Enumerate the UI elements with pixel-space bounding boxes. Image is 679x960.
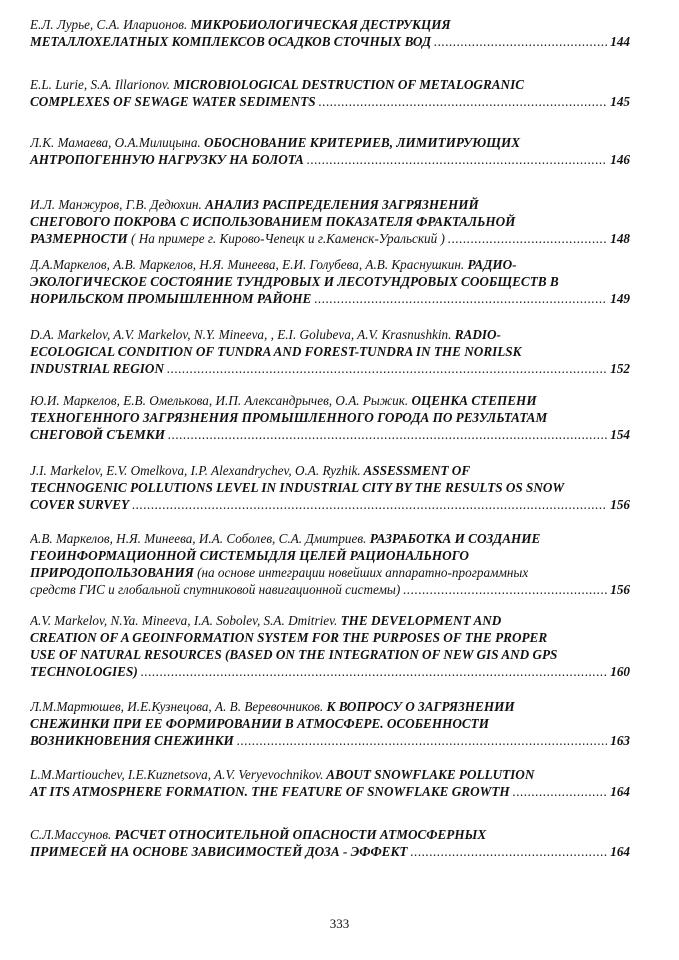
toc-entry-line bbox=[30, 826, 630, 843]
toc-entry-line bbox=[30, 392, 630, 409]
toc-entry-title: СНЕЖИНКИ ПРИ ЕЕ ФОРМИРОВАНИИ В АТМОСФЕРЕ. ОСОБЕННОСТИ bbox=[30, 716, 489, 731]
toc-entry-line bbox=[30, 766, 630, 783]
toc-entry-page-number: 148 bbox=[610, 231, 630, 246]
toc-entry-text bbox=[30, 716, 489, 731]
toc-entry-text bbox=[30, 548, 469, 563]
toc-entry-text bbox=[30, 360, 164, 377]
toc-entry-line bbox=[30, 581, 630, 598]
toc-entry-authors: Д.А.Маркелов, А.В. Маркелов, Н.Я. Минеева, Е.И. Голубева, А.В. Краснушкин. bbox=[30, 257, 465, 272]
toc-entry bbox=[30, 326, 630, 377]
toc-entry-text bbox=[30, 93, 316, 110]
toc-entry-authors: И.Л. Манжуров, Г.В. Дедюхин. bbox=[30, 197, 202, 212]
toc-entry-title: COMPLEXES OF SEWAGE WATER SEDIMENTS bbox=[30, 94, 316, 109]
toc-entry-line bbox=[30, 564, 630, 581]
toc-entry-text bbox=[30, 77, 524, 92]
toc-entry-text bbox=[30, 257, 517, 272]
toc-entry bbox=[30, 612, 630, 680]
dot-leader bbox=[167, 360, 607, 377]
dot-leader bbox=[513, 783, 608, 800]
toc-entry-title: ОБОСНОВАНИЕ КРИТЕРИЕВ, ЛИМИТИРУЮЩИХ bbox=[200, 135, 521, 150]
toc-entry bbox=[30, 16, 630, 50]
toc-entry-text bbox=[30, 410, 547, 425]
toc-entry-page-number: 163 bbox=[610, 733, 630, 748]
toc-entry-text bbox=[30, 33, 431, 50]
toc-entry bbox=[30, 698, 630, 749]
toc-entry-text bbox=[30, 214, 515, 229]
toc-entry-line bbox=[30, 343, 630, 360]
toc-entry-title: THE DEVELOPMENT AND bbox=[337, 613, 502, 628]
toc-entry-title: AT ITS ATMOSPHERE FORMATION. THE FEATURE OF SNOWFLAKE GROWTH bbox=[30, 784, 510, 799]
toc-entry-page-number: 149 bbox=[610, 291, 630, 306]
toc-entry-line bbox=[30, 134, 630, 151]
toc-entry-title: РАДИО- bbox=[464, 257, 517, 272]
toc-entry-text bbox=[30, 426, 165, 443]
toc-entry-authors: E.L. Lurie, S.A. Illarionov. bbox=[30, 77, 171, 92]
toc-entry-line bbox=[30, 290, 630, 307]
toc-entry-title: ABOUT SNOWFLAKE POLLUTION bbox=[323, 767, 535, 782]
toc-entry-authors: Е.Л. Лурье, С.А. Иларионов. bbox=[30, 17, 188, 32]
toc-entry-text bbox=[30, 581, 400, 598]
toc-entry-authors: D.A. Markelov, A.V. Markelov, N.Y. Mineeva, , E.I. Golubeva, A.V. Krasnushkin. bbox=[30, 327, 452, 342]
toc-entry-page-number: 144 bbox=[610, 34, 630, 49]
toc-entry-text bbox=[30, 613, 501, 628]
dot-leader bbox=[319, 93, 608, 110]
toc-entry-authors: Ю.И. Маркелов, Е.В. Омелькова, И.П. Александрычев, О.А. Рыжик. bbox=[30, 393, 409, 408]
toc-entry-title: MICROBIOLOGICAL DESTRUCTION OF METALOGRANIC bbox=[170, 77, 524, 92]
toc-entry-line bbox=[30, 93, 630, 110]
toc-entry-title: ПРИРОДОПОЛЬЗОВАНИЯ bbox=[30, 565, 194, 580]
dot-leader bbox=[141, 663, 608, 680]
toc-entry-page-number: 164 bbox=[610, 784, 630, 799]
dot-leader bbox=[448, 230, 607, 247]
toc-entry bbox=[30, 392, 630, 443]
toc-entry-title: АНТРОПОГЕННУЮ НАГРУЗКУ НА БОЛОТА bbox=[30, 152, 304, 167]
toc-entry-text bbox=[30, 827, 486, 842]
toc-entry-text bbox=[30, 699, 515, 714]
toc-entry-line bbox=[30, 151, 630, 168]
toc-entry-line bbox=[30, 16, 630, 33]
toc-entry-line bbox=[30, 462, 630, 479]
toc-entry-line bbox=[30, 273, 630, 290]
toc-entry-line bbox=[30, 479, 630, 496]
toc-entry-title: ЭКОЛОГИЧЕСКОЕ СОСТОЯНИЕ ТУНДРОВЫХ И ЛЕСОТУНДРОВЫХ СООБЩЕСТВ В bbox=[30, 274, 559, 289]
toc-entry bbox=[30, 196, 630, 247]
dot-leader bbox=[132, 496, 607, 513]
toc-entry-text bbox=[30, 135, 520, 150]
toc-entry bbox=[30, 134, 630, 168]
toc-entry-line bbox=[30, 698, 630, 715]
toc-entry-text bbox=[30, 843, 407, 860]
toc-entry-text bbox=[30, 274, 559, 289]
toc-entry-line bbox=[30, 256, 630, 273]
toc-entry-title: COVER SURVEY bbox=[30, 497, 130, 512]
toc-entry-line bbox=[30, 530, 630, 547]
toc-entry-note: (на основе интеграции новейших аппаратно-программных bbox=[193, 565, 529, 580]
toc-entry-authors: С.Л.Массунов. bbox=[30, 827, 112, 842]
toc-entry-title: ВОЗНИКНОВЕНИЯ СНЕЖИНКИ bbox=[30, 733, 234, 748]
toc-entry-text bbox=[30, 767, 534, 782]
toc-entry bbox=[30, 256, 630, 307]
toc-entry-text bbox=[30, 151, 304, 168]
dot-leader bbox=[314, 290, 607, 307]
toc-entry-title: RADIO- bbox=[451, 327, 501, 342]
toc-entry-title: МЕТАЛЛОХЕЛАТНЫХ КОМПЛЕКСОВ ОСАДКОВ СТОЧНЫХ ВОД bbox=[30, 34, 432, 49]
toc-entry-line bbox=[30, 732, 630, 749]
toc-entry bbox=[30, 462, 630, 513]
toc-entry bbox=[30, 76, 630, 110]
toc-entry-authors: Л.М.Мартюшев, И.Е.Кузнецова, А. В. Веревочников. bbox=[30, 699, 324, 714]
toc-entry-text bbox=[30, 463, 470, 478]
page-number: 333 bbox=[329, 916, 350, 931]
toc-entry-line bbox=[30, 409, 630, 426]
dot-leader bbox=[434, 33, 607, 50]
toc-entry-title: СНЕГОВОЙ СЪЕМКИ bbox=[30, 427, 165, 442]
toc-entry-line bbox=[30, 360, 630, 377]
toc-entry-text bbox=[30, 647, 557, 662]
toc-entry-text bbox=[30, 630, 547, 645]
toc-entry-title: МИКРОБИОЛОГИЧЕСКАЯ ДЕСТРУКЦИЯ bbox=[187, 17, 451, 32]
toc-entry-line bbox=[30, 612, 630, 629]
toc-entry-page-number: 160 bbox=[610, 664, 630, 679]
toc-entry-title: ECOLOGICAL CONDITION OF TUNDRA AND FOREST-TUNDRA IN THE NORILSK bbox=[30, 344, 522, 359]
toc-entry-line bbox=[30, 496, 630, 513]
toc-entry-title: РАСЧЕТ ОТНОСИТЕЛЬНОЙ ОПАСНОСТИ АТМОСФЕРНЫХ bbox=[111, 827, 487, 842]
toc-entry-title: ТЕХНОГЕННОГО ЗАГРЯЗНЕНИЯ ПРОМЫШЛЕННОГО ГОРОДА ПО РЕЗУЛЬТАТАМ bbox=[30, 410, 548, 425]
toc-entry-title: ASSESSMENT OF bbox=[360, 463, 471, 478]
toc-entry-text bbox=[30, 732, 234, 749]
toc-entry-title: ПРИМЕСЕЙ НА ОСНОВЕ ЗАВИСИМОСТЕЙ ДОЗА - ЭФФЕКТ bbox=[30, 844, 408, 859]
toc-entry-page-number: 156 bbox=[610, 497, 630, 512]
toc-entry-line bbox=[30, 547, 630, 564]
toc-entry-title: ОЦЕНКА СТЕПЕНИ bbox=[408, 393, 537, 408]
toc-entry-line bbox=[30, 629, 630, 646]
toc-entry-title: АНАЛИЗ РАСПРЕДЕЛЕНИЯ ЗАГРЯЗНЕНИЙ bbox=[201, 197, 479, 212]
toc-entry-note: ( На примере г. Кирово-Чепецк и г.Каменск-Уральский ) bbox=[127, 231, 445, 246]
toc-entry-text bbox=[30, 496, 129, 513]
toc-entry-note: средств ГИС и глобальной спутниковой навигационной системы) bbox=[30, 582, 401, 597]
toc-entry-page-number: 145 bbox=[610, 94, 630, 109]
toc-entry bbox=[30, 766, 630, 800]
toc-entry-line bbox=[30, 230, 630, 247]
toc-entry-line bbox=[30, 33, 630, 50]
toc-entry-text bbox=[30, 663, 138, 680]
toc-entry-authors: A.V. Markelov, N.Ya. Mineeva, I.A. Sobolev, S.A. Dmitriev. bbox=[30, 613, 338, 628]
toc-entry-page-number: 164 bbox=[610, 844, 630, 859]
dot-leader bbox=[168, 426, 607, 443]
toc-entry-page-number: 156 bbox=[610, 582, 630, 597]
toc-entry-line bbox=[30, 213, 630, 230]
toc-entry-title: РАЗРАБОТКА И СОЗДАНИЕ bbox=[366, 531, 541, 546]
dot-leader bbox=[307, 151, 607, 168]
toc-entry-page-number: 146 bbox=[610, 152, 630, 167]
toc-entry-text bbox=[30, 565, 528, 580]
toc-entry-title: CREATION OF A GEOINFORMATION SYSTEM FOR THE PURPOSES OF THE PROPER bbox=[30, 630, 548, 645]
toc-entry-text bbox=[30, 783, 510, 800]
dot-leader bbox=[237, 732, 607, 749]
toc-entry-title: TECHNOLOGIES) bbox=[30, 664, 138, 679]
toc-entry-title: СНЕГОВОГО ПОКРОВА С ИСПОЛЬЗОВАНИЕМ ПОКАЗАТЕЛЯ ФРАКТАЛЬНОЙ bbox=[30, 214, 516, 229]
toc-entry-text bbox=[30, 17, 451, 32]
toc-entry bbox=[30, 530, 630, 598]
toc-entry-page-number: 152 bbox=[610, 361, 630, 376]
toc-entry-line bbox=[30, 646, 630, 663]
toc-entry-title: РАЗМЕРНОСТИ bbox=[30, 231, 128, 246]
toc-entry-text bbox=[30, 327, 501, 342]
toc-entry-line bbox=[30, 663, 630, 680]
toc-entry-authors: J.I. Markelov, E.V. Omelkova, I.P. Alexandrychev, O.A. Ryzhik. bbox=[30, 463, 361, 478]
toc-entry-title: ГЕОИНФОРМАЦИОННОЙ СИСТЕМЫДЛЯ ЦЕЛЕЙ РАЦИОНАЛЬНОГО bbox=[30, 548, 469, 563]
dot-leader bbox=[403, 581, 607, 598]
toc-entry-text bbox=[30, 344, 521, 359]
toc-entry-authors: А.В. Маркелов, Н.Я. Минеева, И.А. Соболев, С.А. Дмитриев. bbox=[30, 531, 367, 546]
toc-entry-line bbox=[30, 783, 630, 800]
toc-entry-text bbox=[30, 531, 540, 546]
toc-entry-text bbox=[30, 230, 445, 247]
toc-entry-title: TECHNOGENIC POLLUTIONS LEVEL IN INDUSTRIAL CITY BY THE RESULTS OS SNOW bbox=[30, 480, 565, 495]
toc-entry-text bbox=[30, 290, 311, 307]
toc-entry-line bbox=[30, 326, 630, 343]
toc-entry-title: НОРИЛЬСКОМ ПРОМЫШЛЕННОМ РАЙОНЕ bbox=[30, 291, 312, 306]
toc-entry-title: INDUSTRIAL REGION bbox=[30, 361, 164, 376]
toc-entry-title: К ВОПРОСУ О ЗАГРЯЗНЕНИИ bbox=[323, 699, 515, 714]
toc-entry-authors: L.M.Martiouchev, I.E.Kuznetsova, A.V. Veryevochnikov. bbox=[30, 767, 324, 782]
toc-entry bbox=[30, 826, 630, 860]
toc-entry-line bbox=[30, 843, 630, 860]
dot-leader bbox=[410, 843, 607, 860]
toc-entry-line bbox=[30, 76, 630, 93]
toc-entry-line bbox=[30, 715, 630, 732]
toc-entry-line bbox=[30, 426, 630, 443]
toc-entry-title: USE OF NATURAL RESOURCES (BASED ON THE INTEGRATION OF NEW GIS AND GPS bbox=[30, 647, 558, 662]
toc-entry-text bbox=[30, 197, 479, 212]
toc-entry-text bbox=[30, 393, 537, 408]
toc-entry-authors: Л.К. Мамаева, О.А.Милицына. bbox=[30, 135, 201, 150]
toc-entry-text bbox=[30, 480, 564, 495]
toc-entry-page-number: 154 bbox=[610, 427, 630, 442]
toc-entry-line bbox=[30, 196, 630, 213]
